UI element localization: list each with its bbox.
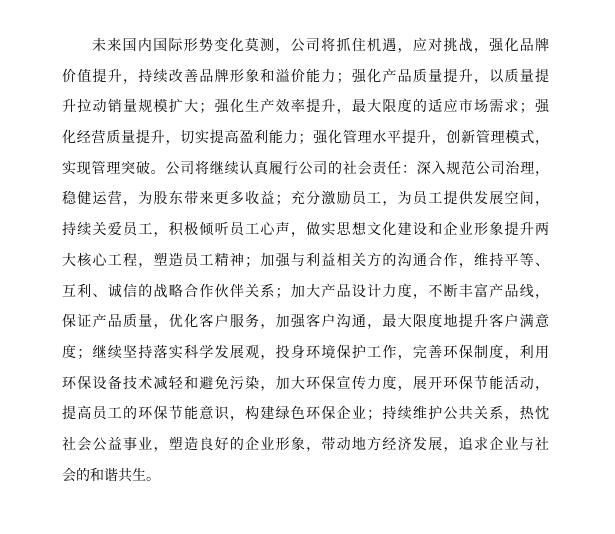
paragraph-line: 未来国内国际形势变化莫测，公司将抓住机遇，应对挑战，强化品牌: [92, 37, 549, 53]
paragraph-line: 价值提升，持续改善品牌形象和溢价能力；强化产品质量提升，以质量提: [62, 67, 549, 84]
paragraph-line: 提高员工的环保节能意识，构建绿色环保企业；持续维护公共关系，热忱: [62, 405, 549, 422]
paragraph-line: 持续关爱员工，积极倾听员工心声，做实思想文化建设和企业形象提升两: [62, 221, 549, 238]
paragraph-line: 保证产品质量，优化客户服务，加强客户沟通，最大限度地提升客户满意: [62, 313, 549, 330]
paragraph-line: 会的和谐共生。: [62, 466, 160, 483]
paragraph-line: 大核心工程，塑造员工精神；加强与利益相关方的沟通合作，维持平等、: [62, 251, 549, 268]
paragraph-line: 实现管理突破。公司将继续认真履行公司的社会责任：深入规范公司治理，: [62, 159, 549, 176]
paragraph: [62, 30, 549, 490]
paragraph-line: 度；继续坚持落实科学发展观，投身环境保护工作，完善环保制度，利用: [62, 343, 549, 360]
paragraph-line: 互利、诚信的战略合作伙伴关系；加大产品设计力度，不断丰富产品线，: [62, 282, 549, 299]
paragraph-line: 化经营质量提升，切实提高盈利能力；强化管理水平提升，创新管理模式，: [62, 129, 549, 146]
paragraph-line: 环保设备技术减轻和避免污染，加大环保宣传力度，展开环保节能活动，: [62, 374, 549, 391]
paragraph-line: 稳健运营，为股东带来更多收益；充分激励员工，为员工提供发展空间，: [62, 190, 549, 207]
paragraph-line: 升拉动销量规模扩大；强化生产效率提升，最大限度的适应市场需求；强: [62, 98, 549, 115]
paragraph-line: 社会公益事业，塑造良好的企业形象，带动地方经济发展，追求企业与社: [62, 435, 549, 452]
